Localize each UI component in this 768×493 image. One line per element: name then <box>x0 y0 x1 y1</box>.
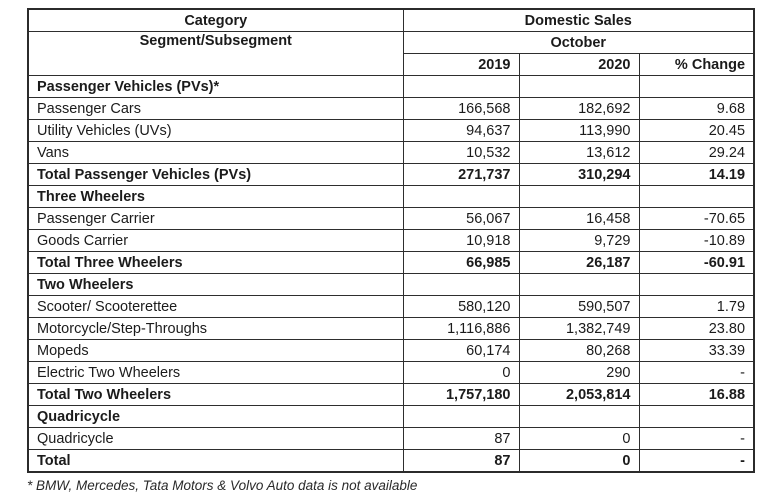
value-2019: 10,918 <box>403 230 519 252</box>
value-2019: 271,737 <box>403 164 519 186</box>
value-2019: 60,174 <box>403 340 519 362</box>
value-change: - <box>639 428 754 450</box>
row-label: Total Passenger Vehicles (PVs) <box>28 164 403 186</box>
row-label: Scooter/ Scooterettee <box>28 296 403 318</box>
value-2019: 10,532 <box>403 142 519 164</box>
category-header: Category <box>28 9 403 32</box>
value-2020 <box>519 186 639 208</box>
value-change: 14.19 <box>639 164 754 186</box>
row-label: Passenger Vehicles (PVs)* <box>28 76 403 98</box>
row-label: Goods Carrier <box>28 230 403 252</box>
value-2020: 0 <box>519 428 639 450</box>
row-label: Mopeds <box>28 340 403 362</box>
value-2020: 16,458 <box>519 208 639 230</box>
footnote: * BMW, Mercedes, Tata Motors & Volvo Auto data is not available <box>27 478 418 493</box>
value-2020: 0 <box>519 450 639 473</box>
value-2020: 182,692 <box>519 98 639 120</box>
value-2020: 13,612 <box>519 142 639 164</box>
table-row <box>28 208 754 230</box>
value-2020: 26,187 <box>519 252 639 274</box>
value-2020: 113,990 <box>519 120 639 142</box>
total-row <box>28 384 754 406</box>
value-2019: 1,116,886 <box>403 318 519 340</box>
row-label: Two Wheelers <box>28 274 403 296</box>
section-header-row <box>28 186 754 208</box>
row-label: Quadricycle <box>28 428 403 450</box>
value-change: -10.89 <box>639 230 754 252</box>
section-header-row <box>28 406 754 428</box>
table-row <box>28 98 754 120</box>
value-change: -60.91 <box>639 252 754 274</box>
row-label: Total <box>28 450 403 473</box>
value-change: 20.45 <box>639 120 754 142</box>
value-2019: 94,637 <box>403 120 519 142</box>
total-row <box>28 252 754 274</box>
value-2020 <box>519 406 639 428</box>
value-2019: 87 <box>403 428 519 450</box>
value-2020 <box>519 76 639 98</box>
pct-change-header: % Change <box>639 54 754 76</box>
table-row <box>28 428 754 450</box>
october-header: October <box>403 32 754 54</box>
domestic-sales-header: Domestic Sales <box>403 9 754 32</box>
row-label: Utility Vehicles (UVs) <box>28 120 403 142</box>
row-label: Three Wheelers <box>28 186 403 208</box>
row-label: Passenger Carrier <box>28 208 403 230</box>
section-header-row <box>28 76 754 98</box>
year-2019-header: 2019 <box>403 54 519 76</box>
row-label: Vans <box>28 142 403 164</box>
table-row <box>28 340 754 362</box>
value-2020: 290 <box>519 362 639 384</box>
value-2020 <box>519 274 639 296</box>
value-2020: 590,507 <box>519 296 639 318</box>
value-2019: 166,568 <box>403 98 519 120</box>
row-label: Total Two Wheelers <box>28 384 403 406</box>
value-change <box>639 186 754 208</box>
value-2019 <box>403 186 519 208</box>
total-row <box>28 450 754 473</box>
value-change <box>639 274 754 296</box>
section-header-row <box>28 274 754 296</box>
table-row <box>28 230 754 252</box>
value-2019: 1,757,180 <box>403 384 519 406</box>
value-2020: 9,729 <box>519 230 639 252</box>
row-label: Motorcycle/Step-Throughs <box>28 318 403 340</box>
row-label: Quadricycle <box>28 406 403 428</box>
table-row <box>28 362 754 384</box>
row-label: Passenger Cars <box>28 98 403 120</box>
row-label: Total Three Wheelers <box>28 252 403 274</box>
value-change <box>639 76 754 98</box>
value-2020: 1,382,749 <box>519 318 639 340</box>
value-2019 <box>403 274 519 296</box>
value-2019: 580,120 <box>403 296 519 318</box>
row-label: Electric Two Wheelers <box>28 362 403 384</box>
value-2020: 2,053,814 <box>519 384 639 406</box>
value-change: 1.79 <box>639 296 754 318</box>
value-change: 33.39 <box>639 340 754 362</box>
page <box>0 8 768 493</box>
segment-subsegment-header: Segment/Subsegment <box>28 32 403 76</box>
value-change: - <box>639 362 754 384</box>
value-2019: 56,067 <box>403 208 519 230</box>
table-row <box>28 142 754 164</box>
value-2019: 0 <box>403 362 519 384</box>
value-change: 23.80 <box>639 318 754 340</box>
value-2019: 66,985 <box>403 252 519 274</box>
header-row-period <box>28 32 754 54</box>
value-2019 <box>403 406 519 428</box>
header-row-category <box>28 9 754 32</box>
table-row <box>28 318 754 340</box>
domestic-sales-table <box>27 8 755 473</box>
table-row <box>28 120 754 142</box>
value-change: 29.24 <box>639 142 754 164</box>
value-change: - <box>639 450 754 473</box>
value-2020: 310,294 <box>519 164 639 186</box>
year-2020-header: 2020 <box>519 54 639 76</box>
value-2020: 80,268 <box>519 340 639 362</box>
total-row <box>28 164 754 186</box>
value-2019: 87 <box>403 450 519 473</box>
table-row <box>28 296 754 318</box>
value-change: 16.88 <box>639 384 754 406</box>
table-body <box>28 76 754 473</box>
value-change: 9.68 <box>639 98 754 120</box>
value-2019 <box>403 76 519 98</box>
value-change <box>639 406 754 428</box>
value-change: -70.65 <box>639 208 754 230</box>
